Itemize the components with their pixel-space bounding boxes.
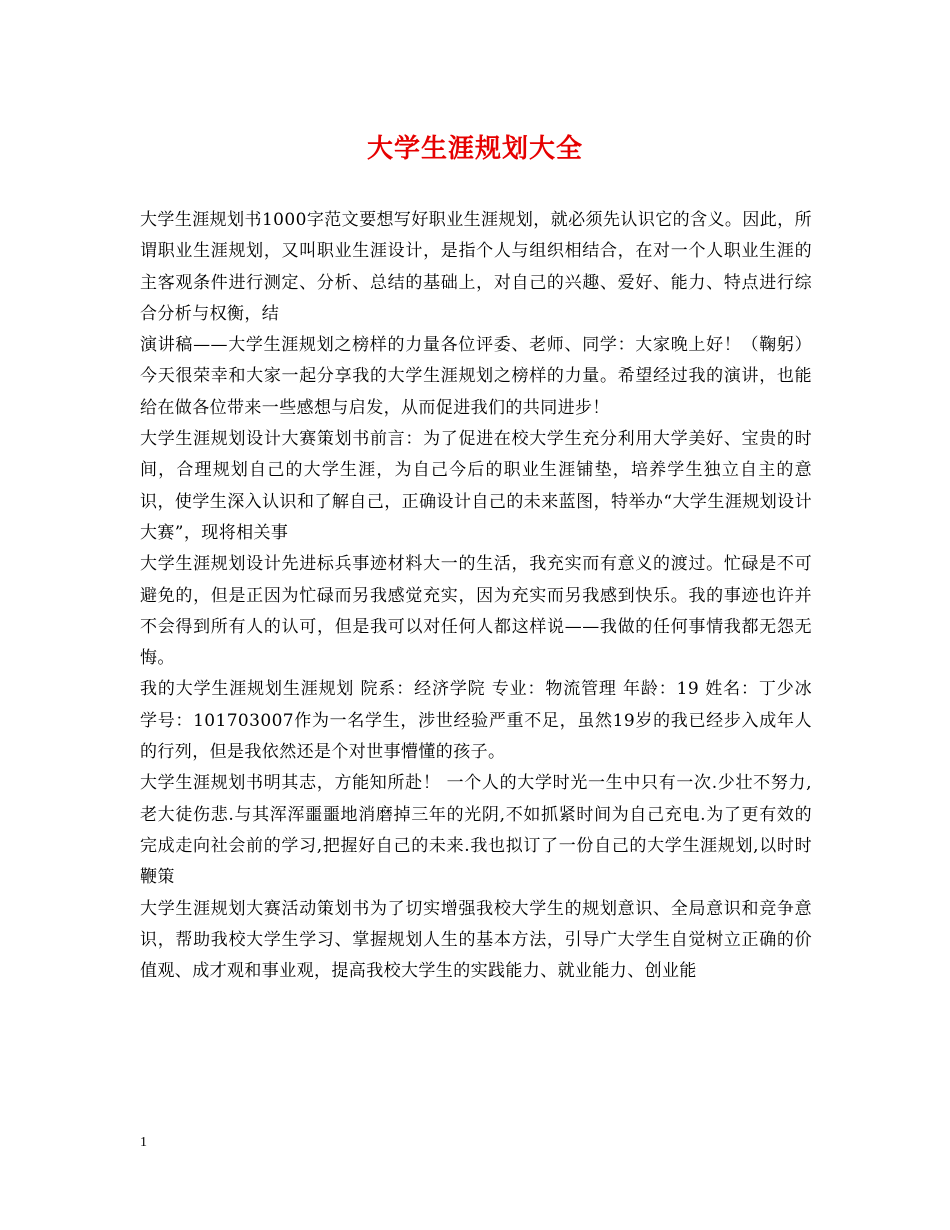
paragraph-1: 大学生涯规划书1000字范文要想写好职业生涯规划，就必须先认识它的含义。因此，所谓职业生涯规划，又叫职业生涯设计，是指个人与组织相结合，在对一个人职业生涯的主客观条件进行测定、分析、总结的基础上，对自己的兴趣、爱好、能力、特点进行综合分析与权衡，结 bbox=[140, 210, 812, 324]
page-title: 大学生涯规划大全 bbox=[366, 134, 583, 164]
paragraph-6: 大学生涯规划书明其志，方能知所赴！ 一个人的大学时光一生中只有一次.少壮不努力,老大徒伤悲.与其浑浑噩噩地消磨掉三年的光阴,不如抓紧时间为自己充电.为了更有效的完成走向社会前的学习,把握好自己的未来.我也拟订了一份自己的大学生涯规划,以时时鞭策 bbox=[140, 773, 812, 888]
page-number: 1 bbox=[140, 1135, 147, 1150]
document-body bbox=[140, 205, 812, 987]
paragraph-4: 大学生涯规划设计先进标兵事迹材料大一的生活，我充实而有意义的渡过。忙碌是不可避免的，但是正因为忙碌而另我感觉充实，因为充实而另我感到快乐。我的事迹也许并不会得到所有人的认可，但是我可以对任何人都这样说——我做的任何事情我都无怨无悔。 bbox=[140, 554, 812, 669]
paragraph-7: 大学生涯规划大赛活动策划书为了切实增强我校大学生的规划意识、全局意识和竞争意识，帮助我校大学生学习、掌握规划人生的基本方法，引导广大学生自觉树立正确的价值观、成才观和事业观，提高我校大学生的实践能力、就业能力、创业能 bbox=[140, 898, 812, 982]
paragraph-3: 大学生涯规划设计大赛策划书前言：为了促进在校大学生充分利用大学美好、宝贵的时间，合理规划自己的大学生涯，为自己今后的职业生涯铺垫，培养学生独立自主的意识，使学生深入认识和了解自己，正确设计自己的未来蓝图，特举办“大学生涯规划设计大赛”，现将相关事 bbox=[140, 429, 812, 543]
paragraph-5: 我的大学生涯规划生涯规划 院系：经济学院 专业：物流管理 年龄：19 姓名：丁少冰 学号：101703007作为一名学生，涉世经验严重不足，虽然19岁的我已经步入成年人的行列，但是我依然还是个对世事懵懂的孩子。 bbox=[140, 679, 812, 763]
paragraph-2: 演讲稿——大学生涯规划之榜样的力量各位评委、老师、同学：大家晚上好！（鞠躬） 今天很荣幸和大家一起分享我的大学生涯规划之榜样的力量。希望经过我的演讲，也能给在做各位带来一些感想与启发，从而促进我们的共同进步！ bbox=[140, 335, 812, 418]
